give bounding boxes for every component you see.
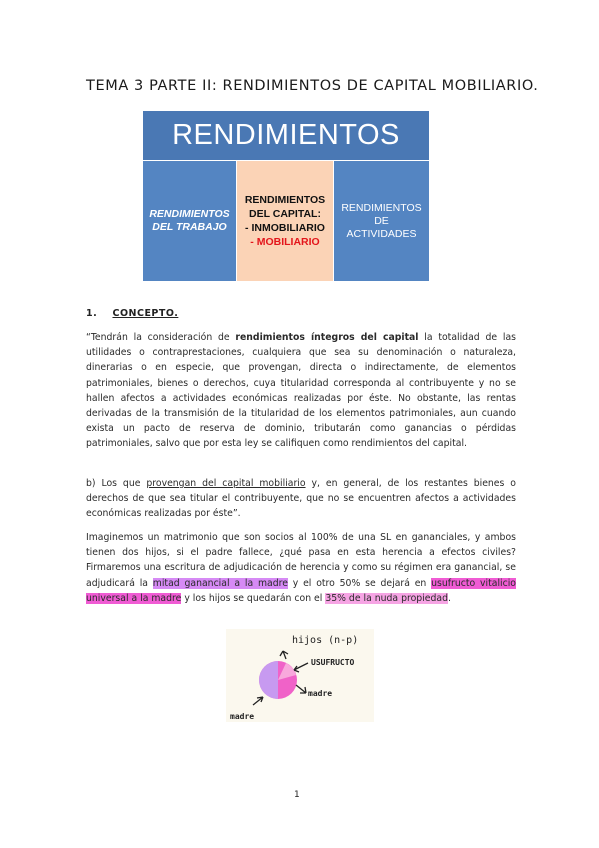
page-title: TEMA 3 PARTE II: RENDIMIENTOS DE CAPITAL MOBILIARIO. [86, 78, 539, 94]
diagram-header: RENDIMIENTOS [143, 111, 429, 160]
diagram-cell-text: RENDIMIENTOS [149, 208, 230, 220]
underlined-text: provengan del capital mobiliario [146, 478, 306, 489]
text-run: “Tendrán la consideración de [86, 332, 236, 343]
text-run: y, en general, de los restantes bienes o derechos de que sea titular el contribuyente, que no se encuentren afectos a actividades económicas realizadas por éste”. [86, 478, 516, 520]
section-label: CONCEPTO. [112, 308, 179, 319]
diagram-cell-text: ACTIVIDADES [346, 227, 417, 240]
text-run: y el otro 50% se dejará en [287, 577, 432, 589]
diagram-cell-trabajo [143, 161, 236, 281]
highlight-nuda-propiedad: 35% de la nuda propiedad [325, 592, 448, 604]
diagram-cell-actividades [334, 161, 429, 281]
diagram-cell-text: DEL TRABAJO [152, 221, 227, 233]
diagram-cell-capital [237, 161, 333, 281]
text-run: . [448, 592, 451, 604]
sketch-label-hijos: hijos (n-p) [292, 635, 359, 646]
text-run: y los hijos se quedarán con el [181, 592, 326, 604]
highlight-mitad-ganancial: mitad ganancial a la madre [152, 577, 288, 589]
paragraph-example [86, 530, 516, 606]
page-number: 1 [294, 790, 300, 800]
diagram-cell-text: RENDIMIENTOS [244, 194, 326, 206]
section-number: 1. [86, 308, 98, 319]
handwritten-sketch [226, 629, 374, 722]
diagram-cell-text: RENDIMIENTOS [341, 201, 422, 214]
sketch-label-usufructo: USUFRUCTO [311, 658, 355, 667]
paragraph-b [86, 476, 516, 522]
section-heading [86, 308, 178, 319]
text-run: la totalidad de las utilidades o contraprestaciones, cualquiera que sea su denominación o naturaleza, dinerarias o en especie, que provengan, directa o indirectamente, de elementos patrimoniales, bienes o derechos, cuya titularidad corresponda al contribuyente y no se hallen afectos a actividades económicas realizadas por éste. No obstante, las rentas derivadas de la transmisión de la titularidad de los elementos patrimoniales, aun cuando exista un pacto de reserva de dominio, tributarán como ganancias o pérdidas patrimoniales, salvo que por esta ley se califiquen como rendimientos del capital. [86, 332, 516, 450]
sketch-label-madre: madre [308, 689, 333, 698]
sketch-label-madre: madre [230, 712, 255, 721]
diagram-cell-text: DE [374, 214, 389, 227]
highlight-usufructo: usufructo vitalicio universal a la madre [86, 577, 516, 604]
diagram-cell-text: - INMOBILIARIO [245, 222, 325, 234]
bold-text: rendimientos íntegros del capital [235, 332, 419, 343]
text-run: Imaginemos un matrimonio que son socios al 100% de una SL en gananciales, y ambos tienen dos hijos, si el padre fallece, ¿qué pasa en esta herencia a efectos civiles? Firmaremos una escritura de adjudicación de herencia y como su régimen era ganancial, se adjudicará la [86, 532, 516, 589]
text-run: b) Los que [86, 478, 147, 489]
diagram-cell-text: DEL CAPITAL: [249, 208, 321, 220]
paragraph-definition [86, 330, 516, 452]
diagram-cell-text-mobiliario: - MOBILIARIO [250, 236, 320, 248]
pie-half [259, 661, 278, 699]
pie-sketch-icon [226, 629, 374, 722]
